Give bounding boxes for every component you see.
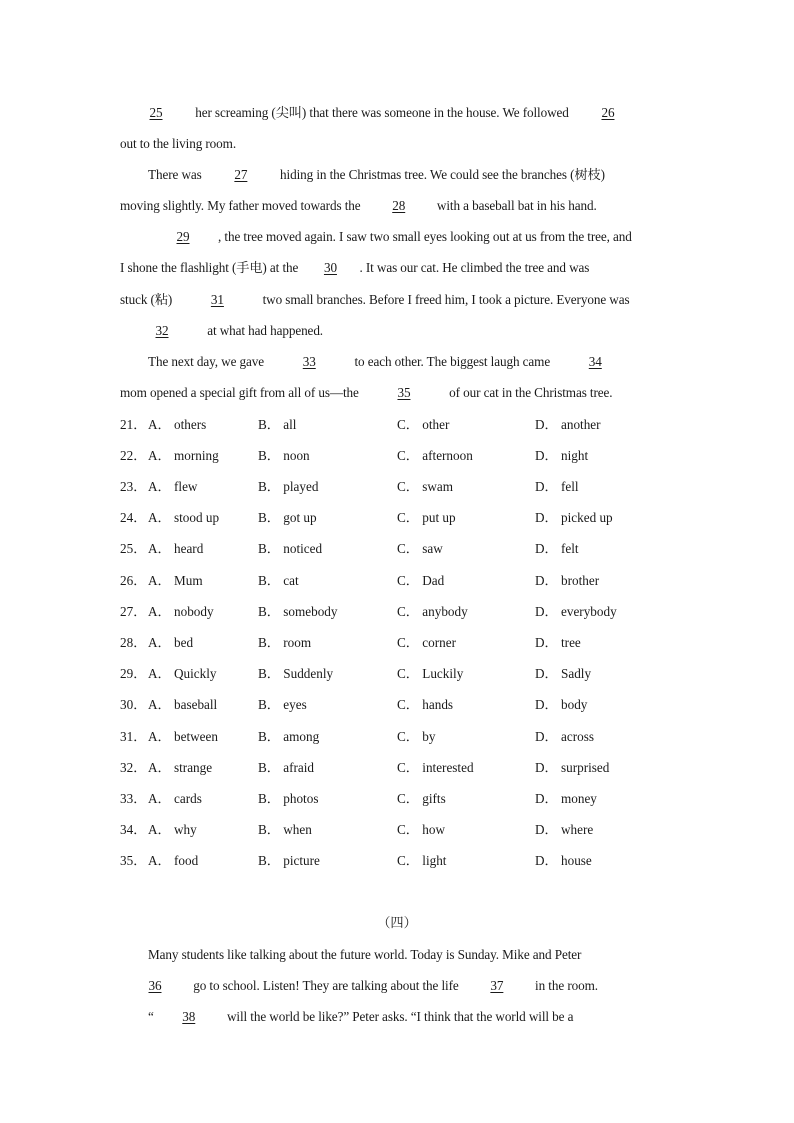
passage-line [120,382,680,404]
question-row [120,414,680,436]
option-c[interactable]: C． Dad [397,573,445,588]
blank-29[interactable]: 29 [176,229,190,244]
option-d[interactable]: D． surprised [535,760,610,775]
passage-line [148,351,708,373]
passage-line [120,289,680,311]
passage-text: go to school. Listen! They are talking about the life [190,978,462,993]
question-row [120,694,680,716]
option-b[interactable]: B． when [258,822,312,837]
passage-line [120,133,680,155]
question-row [120,788,680,810]
option-a[interactable]: A． Mum [148,573,203,588]
option-c[interactable]: C． light [397,853,447,868]
option-a[interactable]: A． strange [148,760,213,775]
passage-text: . It was our cat. He climbed the tree and was [359,260,590,275]
passage-text: will the world be like?” Peter asks. “I think that the world will be a [223,1009,574,1024]
passage-text: in the room. [531,978,598,993]
option-a[interactable]: A． baseball [148,697,218,712]
option-c[interactable]: C． saw [397,541,443,556]
passage-line [120,195,680,217]
passage-text: The next day, we gave [148,354,268,369]
question-number: 28． [120,635,147,650]
question-number: 27． [120,604,147,619]
option-b[interactable]: B． cat [258,573,299,588]
option-a[interactable]: A． nobody [148,604,214,619]
passage-text: , the tree moved again. I saw two small eyes looking out at us from the tree, and [218,229,632,244]
passage-line [120,257,680,279]
option-a[interactable]: A． flew [148,479,198,494]
option-b[interactable]: B． Suddenly [258,666,334,681]
blank-28[interactable]: 28 [392,198,406,213]
question-number: 24． [120,510,147,525]
passage-text: moving slightly. My father moved towards the [120,198,364,213]
question-row [120,570,680,592]
option-b[interactable]: B． got up [258,510,317,525]
option-b[interactable]: B． among [258,729,320,744]
passage-text: at what had happened. [204,323,324,338]
question-row [120,850,680,872]
option-d[interactable]: D． money [535,791,597,806]
option-a[interactable]: A． bed [148,635,194,650]
option-a[interactable]: A． others [148,417,207,432]
option-b[interactable]: B． somebody [258,604,338,619]
question-row [120,726,680,748]
option-a[interactable]: A． cards [148,791,202,806]
blank-26[interactable]: 26 [601,105,615,120]
blank-27[interactable]: 27 [234,167,248,182]
option-d[interactable]: D． everybody [535,604,617,619]
section-heading: （四） [377,915,417,930]
option-d[interactable]: D． picked up [535,510,613,525]
question-number: 26． [120,573,147,588]
option-b[interactable]: B． picture [258,853,320,868]
option-a[interactable]: A． food [148,853,199,868]
question-row [120,819,680,841]
question-number: 35． [120,853,147,868]
blank-31[interactable]: 31 [210,292,224,307]
option-b[interactable]: B． played [258,479,319,494]
option-d[interactable]: D． tree [535,635,581,650]
passage-text: Many students like talking about the future world. Today is Sunday. Mike and Peter [148,947,582,962]
option-d[interactable]: D． fell [535,479,579,494]
passage-text: hiding in the Christmas tree. We could see the branches (树枝) [276,167,605,182]
blank-25[interactable]: 25 [149,105,163,120]
passage-text: mom opened a special gift from all of us—the [120,385,362,400]
blank-35[interactable]: 35 [397,385,411,400]
question-number: 25． [120,541,147,556]
passage-line [120,320,680,342]
option-c[interactable]: C． gifts [397,791,446,806]
option-c[interactable]: C． how [397,822,445,837]
passage-text: There was [148,167,205,182]
option-d[interactable]: D． felt [535,541,579,556]
passage-line [148,226,708,248]
option-c[interactable]: C． Luckily [397,666,464,681]
question-number: 33． [120,791,147,806]
question-number: 23． [120,479,147,494]
option-b[interactable]: B． noon [258,448,310,463]
option-c[interactable]: C． anybody [397,604,468,619]
option-a[interactable]: A． heard [148,541,204,556]
question-row [120,476,680,498]
option-b[interactable]: B． eyes [258,697,307,712]
option-c[interactable]: C． swam [397,479,454,494]
question-row [120,601,680,623]
option-b[interactable]: B． noticed [258,541,323,556]
option-b[interactable]: B． room [258,635,312,650]
question-number: 22． [120,448,147,463]
option-a[interactable]: A． why [148,822,197,837]
option-c[interactable]: C． other [397,417,450,432]
question-row [120,445,680,467]
option-c[interactable]: C． put up [397,510,456,525]
option-a[interactable]: A． stood up [148,510,220,525]
passage-text: to each other. The biggest laugh came [351,354,554,369]
passage-line [120,102,680,124]
passage-text: out to the living room. [120,136,237,151]
option-b[interactable]: B． all [258,417,297,432]
option-d[interactable]: D． brother [535,573,600,588]
option-c[interactable]: C． hands [397,697,454,712]
passage-line [148,1006,708,1028]
option-c[interactable]: C． corner [397,635,456,650]
question-number: 34． [120,822,147,837]
blank-36[interactable]: 36 [148,978,162,993]
question-row [120,757,680,779]
passage-line [120,975,680,997]
option-c[interactable]: C． afternoon [397,448,473,463]
passage-line [148,164,708,186]
blank-34[interactable]: 34 [588,354,602,369]
question-number: 31． [120,729,147,744]
blank-37[interactable]: 37 [490,978,504,993]
option-b[interactable]: B． photos [258,791,319,806]
blank-38[interactable]: 38 [182,1009,196,1024]
question-row [120,538,680,560]
passage-line [148,944,708,966]
option-a[interactable]: A． between [148,729,218,744]
question-number: 32． [120,760,147,775]
passage-text: of our cat in the Christmas tree. [445,385,613,400]
blank-32[interactable]: 32 [155,323,169,338]
option-c[interactable]: C． interested [397,760,474,775]
passage-text: two small branches. Before I freed him, I took a picture. Everyone was [259,292,630,307]
blank-33[interactable]: 33 [302,354,316,369]
option-a[interactable]: A． Quickly [148,666,217,681]
passage-text: with a baseball bat in his hand. [433,198,597,213]
option-d[interactable]: D． house [535,853,592,868]
passage-text: stuck (粘) [120,292,176,307]
option-d[interactable]: D． night [535,448,589,463]
option-a[interactable]: A． morning [148,448,219,463]
question-row [120,663,680,685]
question-number: 30． [120,697,147,712]
option-c[interactable]: C． by [397,729,436,744]
option-d[interactable]: D． where [535,822,594,837]
passage-text: I shone the flashlight (手电) at the [120,260,302,275]
question-number: 29． [120,666,147,681]
blank-30[interactable]: 30 [323,260,337,275]
option-d[interactable]: D． across [535,729,594,744]
option-d[interactable]: D． Sadly [535,666,592,681]
question-row [120,507,680,529]
question-number: 21． [120,417,147,432]
quote-mark: “ [148,1009,154,1024]
question-row [120,632,680,654]
option-d[interactable]: D． another [535,417,601,432]
option-b[interactable]: B． afraid [258,760,315,775]
option-d[interactable]: D． body [535,697,588,712]
passage-text: her screaming (尖叫) that there was someone in the house. We followed [192,105,572,120]
